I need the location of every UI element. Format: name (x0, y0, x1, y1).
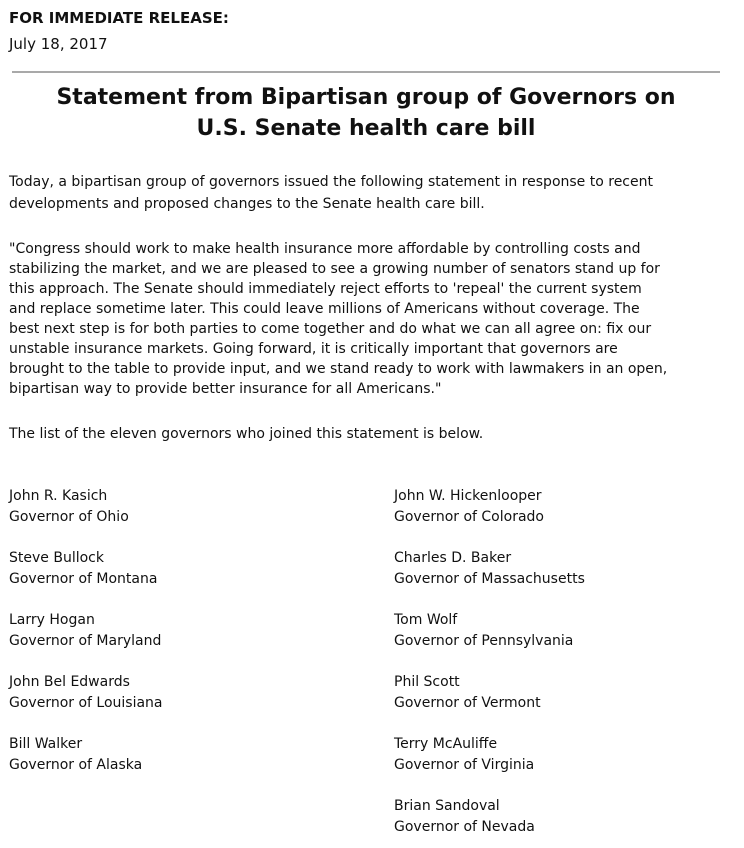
page-title: Statement from Bipartisan group of Governors on U.S. Senate health care bill (56, 85, 676, 141)
governor-office: Governor of Louisiana (9, 695, 163, 711)
governor-name: Tom Wolf (394, 612, 458, 628)
governor-name: Phil Scott (394, 674, 460, 690)
intro-paragraph: Today, a bipartisan group of governors issued the following statement in response to recent developments and proposed changes to the Senate health care bill. (9, 174, 653, 212)
governor-name: Terry McAuliffe (394, 736, 498, 752)
governor-entry (9, 610, 161, 652)
governor-entry (394, 734, 534, 776)
governor-office: Governor of Virginia (394, 757, 535, 773)
governor-name: Bill Walker (9, 736, 83, 752)
governor-office: Governor of Massachusetts (394, 571, 585, 587)
governor-entry (394, 610, 573, 652)
governor-name: Brian Sandoval (394, 798, 500, 814)
governor-entry (9, 486, 129, 528)
governor-name: Larry Hogan (9, 612, 95, 628)
governor-entry (9, 672, 163, 714)
governor-office: Governor of Montana (9, 571, 158, 587)
governor-office: Governor of Colorado (394, 509, 544, 525)
governor-office: Governor of Nevada (394, 819, 535, 835)
list-note: The list of the eleven governors who joined this statement is below. (9, 426, 484, 442)
release-label: FOR IMMEDIATE RELEASE: (9, 9, 229, 27)
governor-name: John W. Hickenlooper (394, 488, 542, 504)
governor-office: Governor of Vermont (394, 695, 541, 711)
governor-entry (394, 548, 585, 590)
governor-entry (394, 486, 544, 528)
governor-name: Charles D. Baker (394, 550, 512, 566)
governor-office: Governor of Alaska (9, 757, 143, 773)
governor-name: John Bel Edwards (9, 674, 130, 690)
release-date: July 18, 2017 (9, 35, 108, 53)
governor-entry (394, 672, 541, 714)
statement-quote: "Congress should work to make health insurance more affordable by controlling costs and stabilizing the market, and we are pleased to see a growing number of senators stand up for this approach. The Senate should immediately reject efforts to 'repeal' the current system and replace sometime later. This could leave millions of Americans without coverage. The best next step is for both parties to come together and do what we can all agree on: fix our unstable insurance markets. Going forward, it is critically important that governors are brought to the table to provide input, and we stand ready to work with lawmakers in an open, bipartisan way to provide better insurance for all Americans." (9, 241, 668, 397)
governor-entry (9, 734, 142, 776)
governor-office: Governor of Pennsylvania (394, 633, 574, 649)
governor-name: John R. Kasich (9, 488, 108, 504)
header-divider (12, 71, 720, 73)
governor-name: Steve Bullock (9, 550, 104, 566)
governor-office: Governor of Ohio (9, 509, 129, 525)
governor-entry (9, 548, 157, 590)
governor-entry (394, 796, 535, 838)
governor-office: Governor of Maryland (9, 633, 162, 649)
